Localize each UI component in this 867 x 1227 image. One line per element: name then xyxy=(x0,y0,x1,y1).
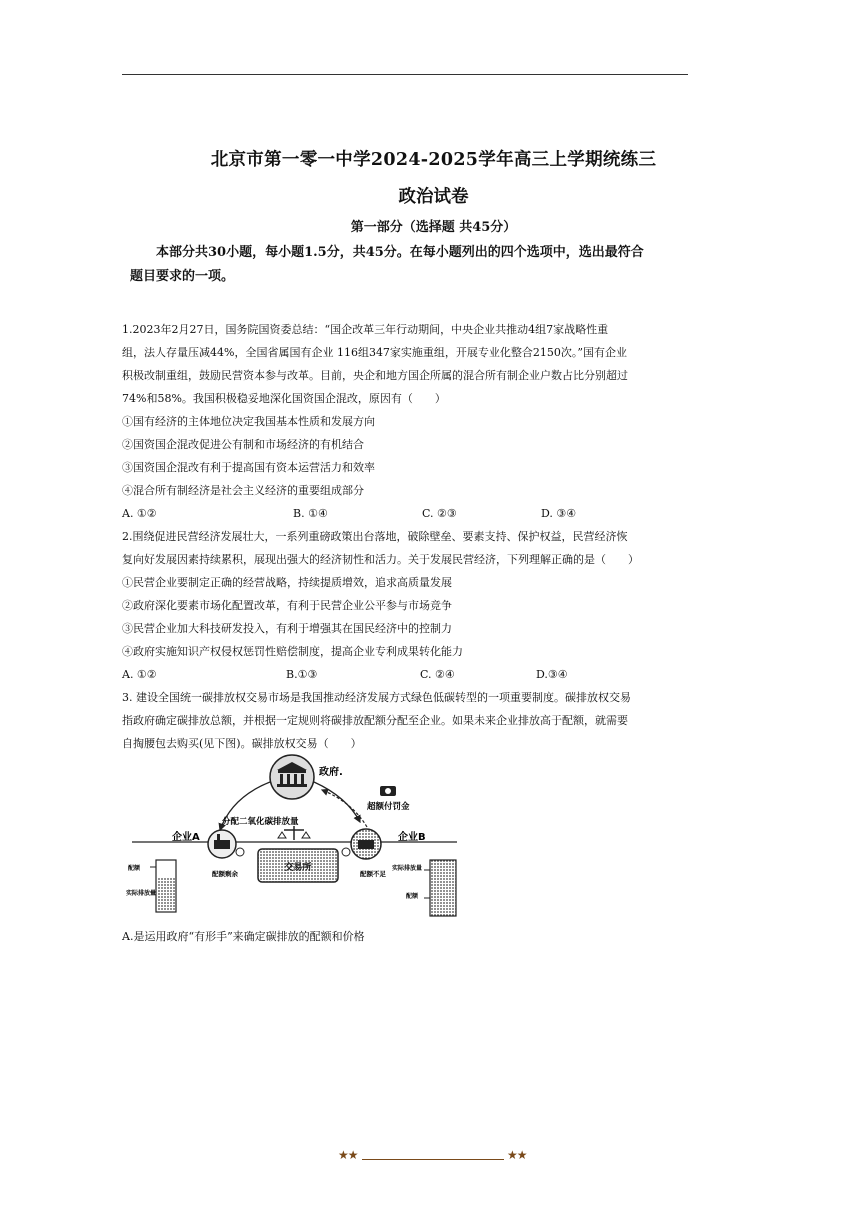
footer-rule xyxy=(362,1159,504,1160)
q2-statement: ②政府深化要素市场化配置改革，有利于民营企业公平参与市场竞争 xyxy=(122,599,452,612)
section-heading: 第一部分（选择题 共45分） xyxy=(350,220,517,235)
q2-statement: ③民营企业加大科技研发投入，有利于增强其在国民经济中的控制力 xyxy=(122,622,452,635)
actual-b-label: 实际排放量 xyxy=(392,865,423,872)
allocate-label: 分配二氧化碳排放量 xyxy=(222,817,299,827)
q1-option-d: D. ③④ xyxy=(541,507,577,520)
q1-option-b: B. ①④ xyxy=(293,507,328,520)
footer-ornament xyxy=(0,1150,867,1170)
q3-option-a: A.是运用政府“有形手”来确定碳排放的配额和价格 xyxy=(122,930,365,943)
carbon-trading-diagram xyxy=(122,752,467,920)
q3-stem-line: 指政府确定碳排放总额，并根据一定规则将碳排放配额分配至企业。如果未来企业排放高于配额，就需要 xyxy=(122,714,628,727)
q2-statement: ④政府实施知识产权侵权惩罚性赔偿制度，提高企业专利成果转化能力 xyxy=(122,645,463,658)
exchange-icon xyxy=(258,849,338,882)
q1-stem-line: 1.2023年2月27日，国务院国资委总结：“国企改革三年行动期间，中央企业共推动4组7家战略性重 xyxy=(122,323,609,336)
money-icon xyxy=(380,786,396,796)
q1-statement: ②国资国企混改促进公有制和市场经济的有机结合 xyxy=(122,438,364,451)
factory-a-icon xyxy=(208,830,236,858)
company-a-emission-chart xyxy=(150,860,176,912)
company-b-label: 企业B xyxy=(398,832,426,843)
q2-option-c: C. ②④ xyxy=(420,668,455,681)
q1-stem-line: 积极改制重组，鼓励民营资本参与改革。目前，央企和地方国企所属的混合所有制企业户数占比分别超过 xyxy=(122,369,628,382)
q1-option-a: A. ①② xyxy=(122,507,157,520)
instructions-line-1: 本部分共30小题，每小题1.5分，共45分。在每小题列出的四个选项中，选出最符合 xyxy=(156,245,644,260)
star-icon: ★★ xyxy=(338,1148,358,1162)
scale-icon xyxy=(278,826,310,840)
quota-a-label: 配额 xyxy=(128,865,141,872)
q2-option-a: A. ①② xyxy=(122,668,157,681)
q1-option-c: C. ②③ xyxy=(422,507,457,520)
government-label: 政府. xyxy=(319,767,343,778)
q2-statement: ①民营企业要制定正确的经营战略，持续提质增效，追求高质量发展 xyxy=(122,576,452,589)
q1-stem-line: 74%和58%。我国积极稳妥地深化国资国企混改，原因有（ ） xyxy=(122,392,446,405)
government-icon xyxy=(270,755,314,799)
header-rule xyxy=(122,74,688,75)
company-b-emission-chart xyxy=(424,860,456,916)
surplus-label: 配额剩余 xyxy=(212,870,238,878)
fine-label: 超额付罚金 xyxy=(367,802,410,812)
q3-stem-line: 自掏腰包去购买(见下图)。碳排放权交易（ ） xyxy=(122,737,362,750)
q2-stem-line: 2.围绕促进民营经济发展壮大，一系列重磅政策出台落地，破除壁垒、要素支持、保护权益，民营经济恢 xyxy=(122,530,628,543)
q2-option-d: D.③④ xyxy=(536,668,568,681)
instructions-line-2: 题目要求的一项。 xyxy=(130,269,235,284)
exam-title: 北京市第一零一中学2024-2025学年高三上学期统练三 xyxy=(210,150,657,170)
star-icon: ★★ xyxy=(507,1148,527,1162)
q1-statement: ①国有经济的主体地位决定我国基本性质和发展方向 xyxy=(122,415,375,428)
q3-stem-line: 3. 建设全国统一碳排放权交易市场是我国推动经济发展方式绿色低碳转型的一项重要制度。碳排放权交易 xyxy=(122,691,631,704)
exchange-label: 交易所 xyxy=(284,863,312,873)
q1-stem-line: 组，法人存量压减44%，全国省属国有企业 116组347家实施重组，开展专业化整合2150次。”国有企业 xyxy=(122,346,628,359)
q1-statement: ③国资国企混改有利于提高国有资本运营活力和效率 xyxy=(122,461,375,474)
q2-stem-line: 复向好发展因素持续累积，展现出强大的经济韧性和活力。关于发展民营经济，下列理解正确的是（ ） xyxy=(122,553,639,566)
quota-b-label: 配额 xyxy=(406,893,419,900)
actual-a-label: 实际排放量 xyxy=(126,890,157,897)
q1-statement: ④混合所有制经济是社会主义经济的重要组成部分 xyxy=(122,484,364,497)
company-a-label: 企业A xyxy=(172,832,200,843)
exam-subject: 政治试卷 xyxy=(398,187,469,207)
factory-b-icon xyxy=(351,829,381,859)
shortage-label: 配额不足 xyxy=(360,870,386,878)
q2-option-b: B.①③ xyxy=(286,668,318,681)
